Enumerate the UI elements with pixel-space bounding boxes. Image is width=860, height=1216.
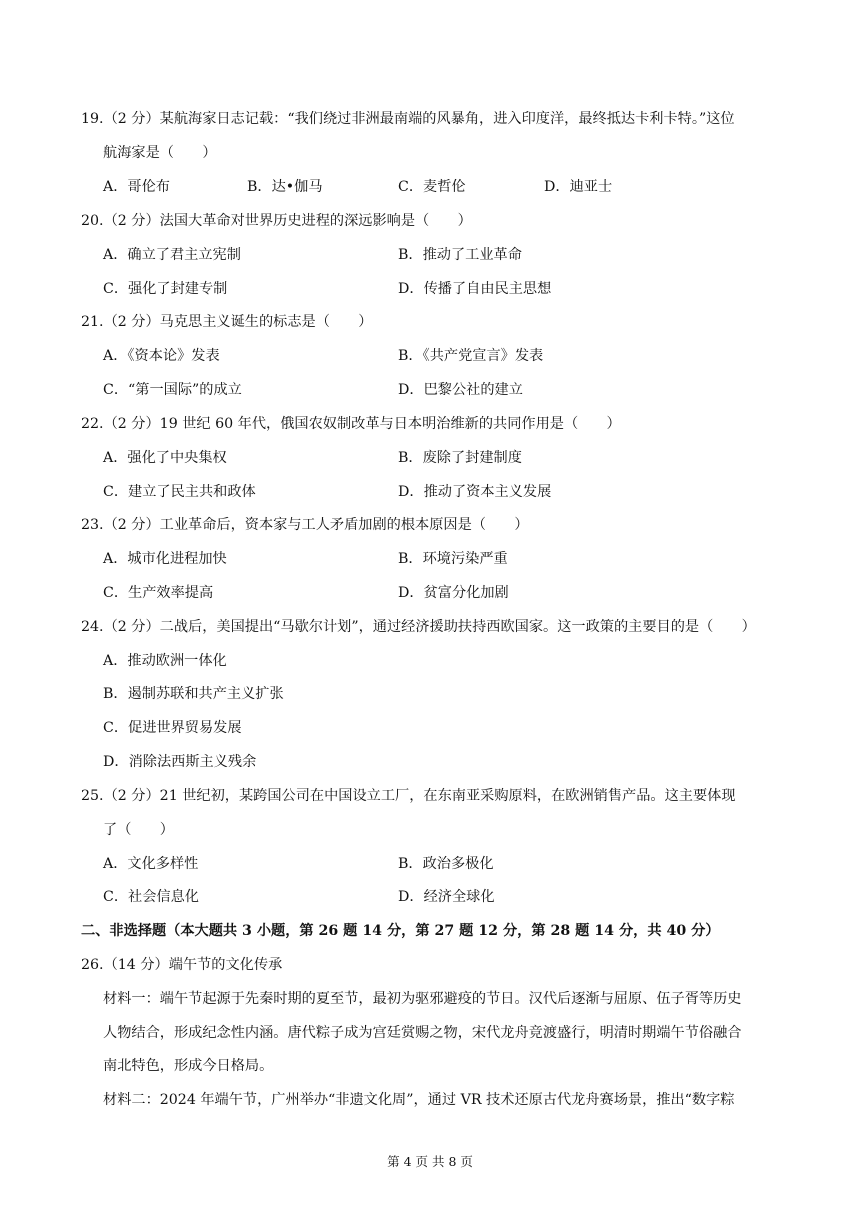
q25-option-d: D．经济全球化	[398, 889, 495, 905]
q26-material1-line2: 人物结合，形成纪念性内涵。唐代粽子成为宫廷赏赐之物，宋代龙舟竞渡盛行，明清时期端午节俗融合	[103, 1025, 742, 1041]
q20-option-d: D．传播了自由民主思想	[398, 281, 552, 297]
q23-option-b: B．环境污染严重	[398, 551, 508, 567]
q22-option-c: C．建立了民主共和政体	[103, 484, 256, 500]
q24-option-a: A．推动欧洲一体化	[103, 653, 227, 669]
q23-stem: 23.（2 分）工业革命后，资本家与工人矛盾加剧的根本原因是（ ）	[81, 517, 529, 533]
q26-stem: 26.（14 分）端午节的文化传承	[81, 957, 283, 973]
q26-material1-line1: 材料一：端午节起源于先秦时期的夏至节，最初为驱邪避疫的节日。汉代后逐渐与屈原、伍子胥等历史	[103, 991, 742, 1007]
q21-option-c: C．“第一国际”的成立	[103, 382, 242, 398]
q26-material1-line3: 南北特色，形成今日格局。	[103, 1058, 274, 1074]
q26-material2-line1: 材料二：2024 年端午节，广州举办“非遗文化周”，通过 VR 技术还原古代龙舟赛场景，推出“数字粽	[103, 1092, 735, 1108]
q25-option-a: A．文化多样性	[103, 856, 199, 872]
q19-option-d: D．迪亚士	[544, 179, 613, 195]
q24-stem: 24.（2 分）二战后，美国提出“马歇尔计划”，通过经济援助扶持西欧国家。这一政策的主要目的是（ ）	[81, 619, 756, 635]
q19-stem-line1: 19.（2 分）某航海家日志记载：“我们绕过非洲最南端的风暴角，进入印度洋，最终抵达卡利卡特。”这位	[81, 111, 735, 127]
q22-stem: 22.（2 分）19 世纪 60 年代，俄国农奴制改革与日本明治维新的共同作用是（ ）	[81, 416, 621, 432]
q20-option-b: B．推动了工业革命	[398, 247, 522, 263]
page-number: 第 4 页 共 8 页	[387, 1154, 473, 1169]
q20-stem: 20.（2 分）法国大革命对世界历史进程的深远影响是（ ）	[81, 213, 472, 229]
q21-stem: 21.（2 分）马克思主义诞生的标志是（ ）	[81, 314, 373, 330]
q23-option-a: A．城市化进程加快	[103, 551, 227, 567]
q24-option-d: D．消除法西斯主义残余	[103, 754, 257, 770]
q19-option-c: C．麦哲伦	[398, 179, 466, 195]
q19-stem-line2: 航海家是（ ）	[103, 145, 217, 161]
q21-option-b: B．《共产党宣言》发表	[398, 348, 544, 364]
q24-option-c: C．促进世界贸易发展	[103, 720, 242, 736]
q21-option-a: A．《资本论》发表	[103, 348, 220, 364]
q19-option-b: B．达•伽马	[247, 179, 323, 195]
q20-option-a: A．确立了君主立宪制	[103, 247, 241, 263]
q23-option-c: C．生产效率提高	[103, 585, 214, 601]
q25-option-c: C．社会信息化	[103, 889, 199, 905]
q19-option-a: A．哥伦布	[103, 179, 170, 195]
q22-option-b: B．废除了封建制度	[398, 450, 522, 466]
q25-stem-line2: 了（ ）	[103, 822, 174, 838]
q22-option-a: A．强化了中央集权	[103, 450, 227, 466]
q22-option-d: D．推动了资本主义发展	[398, 484, 552, 500]
q25-stem-line1: 25.（2 分）21 世纪初，某跨国公司在中国设立工厂，在东南亚采购原料，在欧洲销售产品。这主要体现	[81, 788, 736, 804]
q23-option-d: D．贫富分化加剧	[398, 585, 509, 601]
q21-option-d: D．巴黎公社的建立	[398, 382, 523, 398]
q25-option-b: B．政治多极化	[398, 856, 494, 872]
q24-option-b: B．遏制苏联和共产主义扩张	[103, 686, 284, 702]
q20-option-c: C．强化了封建专制	[103, 281, 228, 297]
section-heading: 二、非选择题（本大题共 3 小题，第 26 题 14 分，第 27 题 12 分，第 28 题 14 分，共 40 分）	[81, 923, 720, 939]
